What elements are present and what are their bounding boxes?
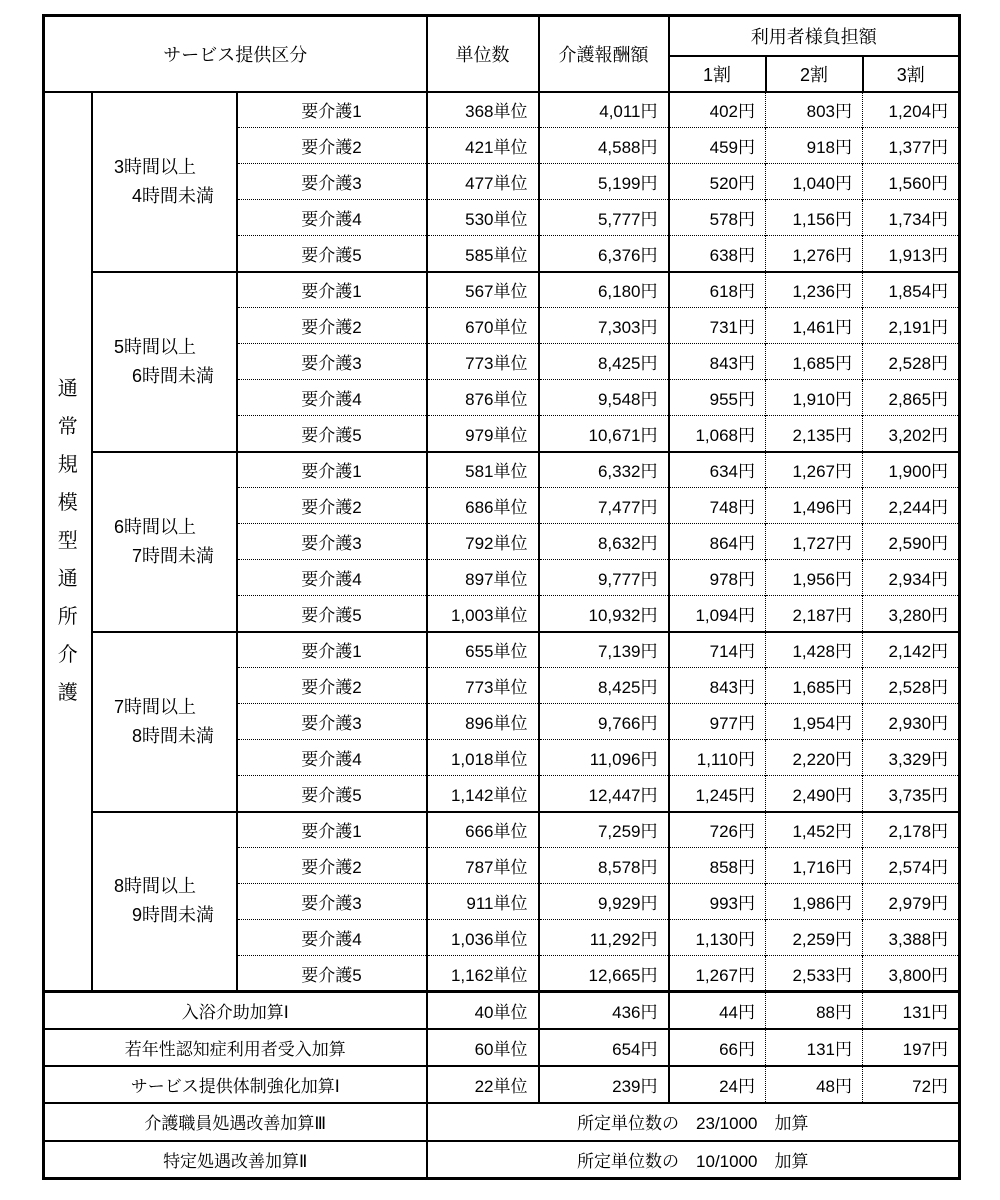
burden-10pct-cell: 714円 <box>669 632 766 668</box>
header-units: 単位数 <box>427 16 539 92</box>
burden-10pct-cell: 843円 <box>669 668 766 704</box>
burden-30pct-cell: 1,900円 <box>863 452 960 488</box>
addition-row <box>44 1029 960 1066</box>
ratio-text-cell: 所定単位数の 10/1000 加算 <box>427 1141 960 1179</box>
burden-10pct-cell: 978円 <box>669 560 766 596</box>
burden-10pct-cell: 618円 <box>669 272 766 308</box>
care-level-cell: 要介護4 <box>237 740 427 776</box>
burden-30pct-cell: 2,865円 <box>863 380 960 416</box>
ratio-addition-row <box>44 1103 960 1141</box>
units-cell: 421単位 <box>427 128 539 164</box>
header-burden-rate-1: 1割 <box>669 56 766 92</box>
category-label-char: 所 <box>57 606 78 629</box>
units-cell: 787単位 <box>427 848 539 884</box>
burden-20pct-cell: 1,267円 <box>766 452 863 488</box>
category-label-char: 通 <box>57 378 78 401</box>
reward-cell: 9,929円 <box>539 884 669 920</box>
burden-10pct-cell: 1,094円 <box>669 596 766 632</box>
category-label-char: 模 <box>57 492 78 515</box>
reward-cell: 12,447円 <box>539 776 669 812</box>
fee-row <box>44 92 960 128</box>
units-cell: 530単位 <box>427 200 539 236</box>
care-level-cell: 要介護5 <box>237 776 427 812</box>
time-range-cell <box>92 452 237 632</box>
header-burden-rate-2: 2割 <box>766 56 863 92</box>
burden-10pct-cell: 977円 <box>669 704 766 740</box>
units-cell: 1,018単位 <box>427 740 539 776</box>
time-range-line: 8時間未満 <box>131 725 214 746</box>
burden-10pct-cell: 955円 <box>669 380 766 416</box>
ratio-addition-row <box>44 1141 960 1179</box>
burden-20pct-cell: 48円 <box>766 1066 863 1103</box>
burden-30pct-cell: 2,979円 <box>863 884 960 920</box>
reward-cell: 10,932円 <box>539 596 669 632</box>
burden-10pct-cell: 726円 <box>669 812 766 848</box>
category-label-char: 護 <box>57 682 78 705</box>
care-level-cell: 要介護4 <box>237 920 427 956</box>
units-cell: 40単位 <box>427 992 539 1029</box>
reward-cell: 9,777円 <box>539 560 669 596</box>
burden-20pct-cell: 1,685円 <box>766 668 863 704</box>
header-care-reward: 介護報酬額 <box>539 16 669 92</box>
burden-10pct-cell: 843円 <box>669 344 766 380</box>
reward-cell: 654円 <box>539 1029 669 1066</box>
care-level-cell: 要介護4 <box>237 560 427 596</box>
reward-cell: 9,548円 <box>539 380 669 416</box>
time-range-label <box>114 872 214 930</box>
burden-30pct-cell: 197円 <box>863 1029 960 1066</box>
burden-30pct-cell: 3,735円 <box>863 776 960 812</box>
burden-20pct-cell: 803円 <box>766 92 863 128</box>
time-range-cell <box>92 632 237 812</box>
time-range-cell <box>92 92 237 272</box>
reward-cell: 5,199円 <box>539 164 669 200</box>
burden-30pct-cell: 2,934円 <box>863 560 960 596</box>
burden-30pct-cell: 3,329円 <box>863 740 960 776</box>
header-burden-rate-3: 3割 <box>863 56 960 92</box>
burden-20pct-cell: 2,533円 <box>766 956 863 992</box>
burden-10pct-cell: 24円 <box>669 1066 766 1103</box>
burden-10pct-cell: 638円 <box>669 236 766 272</box>
burden-20pct-cell: 1,040円 <box>766 164 863 200</box>
burden-20pct-cell: 1,685円 <box>766 344 863 380</box>
reward-cell: 6,180円 <box>539 272 669 308</box>
burden-30pct-cell: 2,191円 <box>863 308 960 344</box>
time-range-cell <box>92 272 237 452</box>
burden-10pct-cell: 858円 <box>669 848 766 884</box>
burden-20pct-cell: 1,461円 <box>766 308 863 344</box>
units-cell: 655単位 <box>427 632 539 668</box>
care-level-cell: 要介護5 <box>237 236 427 272</box>
category-vertical-label <box>45 370 91 712</box>
fee-row <box>44 452 960 488</box>
units-cell: 368単位 <box>427 92 539 128</box>
reward-cell: 239円 <box>539 1066 669 1103</box>
burden-30pct-cell: 3,388円 <box>863 920 960 956</box>
reward-cell: 5,777円 <box>539 200 669 236</box>
units-cell: 773単位 <box>427 344 539 380</box>
burden-20pct-cell: 1,496円 <box>766 488 863 524</box>
care-level-cell: 要介護5 <box>237 596 427 632</box>
burden-10pct-cell: 993円 <box>669 884 766 920</box>
burden-20pct-cell: 2,259円 <box>766 920 863 956</box>
addition-label-cell: 入浴介助加算Ⅰ <box>44 992 427 1029</box>
burden-30pct-cell: 1,913円 <box>863 236 960 272</box>
fee-row <box>44 812 960 848</box>
care-level-cell: 要介護1 <box>237 272 427 308</box>
reward-cell: 7,139円 <box>539 632 669 668</box>
units-cell: 686単位 <box>427 488 539 524</box>
burden-10pct-cell: 1,068円 <box>669 416 766 452</box>
units-cell: 477単位 <box>427 164 539 200</box>
care-level-cell: 要介護3 <box>237 704 427 740</box>
units-cell: 581単位 <box>427 452 539 488</box>
care-level-cell: 要介護5 <box>237 956 427 992</box>
burden-20pct-cell: 1,910円 <box>766 380 863 416</box>
burden-10pct-cell: 44円 <box>669 992 766 1029</box>
burden-30pct-cell: 2,528円 <box>863 344 960 380</box>
units-cell: 670単位 <box>427 308 539 344</box>
reward-cell: 11,292円 <box>539 920 669 956</box>
reward-cell: 4,011円 <box>539 92 669 128</box>
reward-cell: 8,578円 <box>539 848 669 884</box>
care-level-cell: 要介護1 <box>237 632 427 668</box>
care-level-cell: 要介護4 <box>237 380 427 416</box>
reward-cell: 11,096円 <box>539 740 669 776</box>
burden-30pct-cell: 72円 <box>863 1066 960 1103</box>
reward-cell: 7,303円 <box>539 308 669 344</box>
fee-row <box>44 272 960 308</box>
burden-20pct-cell: 1,428円 <box>766 632 863 668</box>
burden-10pct-cell: 1,267円 <box>669 956 766 992</box>
care-level-cell: 要介護1 <box>237 452 427 488</box>
category-label-char: 介 <box>57 644 78 667</box>
care-level-cell: 要介護5 <box>237 416 427 452</box>
care-level-cell: 要介護3 <box>237 164 427 200</box>
fee-row <box>44 632 960 668</box>
care-level-cell: 要介護2 <box>237 848 427 884</box>
burden-10pct-cell: 1,110円 <box>669 740 766 776</box>
reward-cell: 8,632円 <box>539 524 669 560</box>
ratio-label-cell: 介護職員処遇改善加算Ⅲ <box>44 1103 427 1141</box>
category-label-char: 型 <box>57 530 78 553</box>
burden-10pct-cell: 1,130円 <box>669 920 766 956</box>
reward-cell: 10,671円 <box>539 416 669 452</box>
ratio-text-cell: 所定単位数の 23/1000 加算 <box>427 1103 960 1141</box>
units-cell: 1,003単位 <box>427 596 539 632</box>
reward-cell: 7,477円 <box>539 488 669 524</box>
burden-10pct-cell: 748円 <box>669 488 766 524</box>
burden-30pct-cell: 1,854円 <box>863 272 960 308</box>
addition-row <box>44 1066 960 1103</box>
burden-30pct-cell: 3,800円 <box>863 956 960 992</box>
burden-30pct-cell: 1,560円 <box>863 164 960 200</box>
burden-20pct-cell: 1,954円 <box>766 704 863 740</box>
burden-10pct-cell: 459円 <box>669 128 766 164</box>
units-cell: 1,142単位 <box>427 776 539 812</box>
units-cell: 1,036単位 <box>427 920 539 956</box>
units-cell: 585単位 <box>427 236 539 272</box>
burden-10pct-cell: 1,245円 <box>669 776 766 812</box>
burden-10pct-cell: 402円 <box>669 92 766 128</box>
reward-cell: 12,665円 <box>539 956 669 992</box>
time-range-line: 9時間未満 <box>131 905 214 926</box>
burden-30pct-cell: 2,528円 <box>863 668 960 704</box>
burden-30pct-cell: 2,574円 <box>863 848 960 884</box>
burden-20pct-cell: 1,727円 <box>766 524 863 560</box>
burden-30pct-cell: 1,377円 <box>863 128 960 164</box>
care-level-cell: 要介護2 <box>237 488 427 524</box>
burden-30pct-cell: 2,244円 <box>863 488 960 524</box>
reward-cell: 8,425円 <box>539 668 669 704</box>
category-label-char: 規 <box>57 454 78 477</box>
burden-20pct-cell: 1,236円 <box>766 272 863 308</box>
time-range-line: 4時間未満 <box>131 185 214 206</box>
time-range-label <box>114 333 214 391</box>
reward-cell: 9,766円 <box>539 704 669 740</box>
burden-20pct-cell: 2,187円 <box>766 596 863 632</box>
time-range-label <box>114 513 214 571</box>
units-cell: 666単位 <box>427 812 539 848</box>
reward-cell: 4,588円 <box>539 128 669 164</box>
time-range-label <box>114 693 214 751</box>
care-level-cell: 要介護3 <box>237 524 427 560</box>
units-cell: 567単位 <box>427 272 539 308</box>
burden-10pct-cell: 864円 <box>669 524 766 560</box>
burden-20pct-cell: 2,135円 <box>766 416 863 452</box>
header-service-category: サービス提供区分 <box>44 16 427 92</box>
care-level-cell: 要介護1 <box>237 92 427 128</box>
care-level-cell: 要介護2 <box>237 128 427 164</box>
burden-20pct-cell: 2,220円 <box>766 740 863 776</box>
burden-30pct-cell: 131円 <box>863 992 960 1029</box>
reward-cell: 436円 <box>539 992 669 1029</box>
units-cell: 773単位 <box>427 668 539 704</box>
care-level-cell: 要介護2 <box>237 668 427 704</box>
burden-30pct-cell: 2,930円 <box>863 704 960 740</box>
time-range-line: 6時間以上 <box>113 516 196 537</box>
burden-20pct-cell: 1,276円 <box>766 236 863 272</box>
time-range-line: 5時間以上 <box>113 336 196 357</box>
addition-row <box>44 992 960 1029</box>
care-level-cell: 要介護1 <box>237 812 427 848</box>
burden-30pct-cell: 2,178円 <box>863 812 960 848</box>
burden-10pct-cell: 578円 <box>669 200 766 236</box>
time-range-line: 3時間以上 <box>113 156 196 177</box>
time-range-label <box>114 153 214 211</box>
units-cell: 792単位 <box>427 524 539 560</box>
burden-20pct-cell: 1,452円 <box>766 812 863 848</box>
units-cell: 979単位 <box>427 416 539 452</box>
care-level-cell: 要介護2 <box>237 308 427 344</box>
addition-label-cell: サービス提供体制強化加算Ⅰ <box>44 1066 427 1103</box>
burden-20pct-cell: 1,156円 <box>766 200 863 236</box>
units-cell: 60単位 <box>427 1029 539 1066</box>
care-fee-table <box>42 14 961 1180</box>
care-level-cell: 要介護3 <box>237 884 427 920</box>
time-range-line: 6時間未満 <box>131 365 214 386</box>
burden-20pct-cell: 1,716円 <box>766 848 863 884</box>
units-cell: 911単位 <box>427 884 539 920</box>
burden-30pct-cell: 3,280円 <box>863 596 960 632</box>
category-label-cell <box>44 92 92 992</box>
burden-30pct-cell: 2,142円 <box>863 632 960 668</box>
time-range-line: 7時間以上 <box>113 696 196 717</box>
units-cell: 1,162単位 <box>427 956 539 992</box>
ratio-label-cell: 特定処遇改善加算Ⅱ <box>44 1141 427 1179</box>
reward-cell: 6,376円 <box>539 236 669 272</box>
burden-10pct-cell: 520円 <box>669 164 766 200</box>
care-level-cell: 要介護3 <box>237 344 427 380</box>
category-label-char: 常 <box>57 416 78 439</box>
burden-30pct-cell: 1,734円 <box>863 200 960 236</box>
care-level-cell: 要介護4 <box>237 200 427 236</box>
burden-20pct-cell: 1,986円 <box>766 884 863 920</box>
burden-20pct-cell: 2,490円 <box>766 776 863 812</box>
addition-label-cell: 若年性認知症利用者受入加算 <box>44 1029 427 1066</box>
burden-10pct-cell: 634円 <box>669 452 766 488</box>
burden-20pct-cell: 1,956円 <box>766 560 863 596</box>
units-cell: 876単位 <box>427 380 539 416</box>
units-cell: 897単位 <box>427 560 539 596</box>
reward-cell: 6,332円 <box>539 452 669 488</box>
time-range-line: 7時間未満 <box>131 545 214 566</box>
category-label-char: 通 <box>57 568 78 591</box>
header-user-burden: 利用者様負担額 <box>669 16 960 56</box>
units-cell: 22単位 <box>427 1066 539 1103</box>
reward-cell: 7,259円 <box>539 812 669 848</box>
burden-30pct-cell: 3,202円 <box>863 416 960 452</box>
burden-30pct-cell: 2,590円 <box>863 524 960 560</box>
units-cell: 896単位 <box>427 704 539 740</box>
burden-30pct-cell: 1,204円 <box>863 92 960 128</box>
reward-cell: 8,425円 <box>539 344 669 380</box>
burden-10pct-cell: 66円 <box>669 1029 766 1066</box>
burden-20pct-cell: 88円 <box>766 992 863 1029</box>
burden-10pct-cell: 731円 <box>669 308 766 344</box>
burden-20pct-cell: 131円 <box>766 1029 863 1066</box>
time-range-line: 8時間以上 <box>113 876 196 897</box>
burden-20pct-cell: 918円 <box>766 128 863 164</box>
time-range-cell <box>92 812 237 992</box>
